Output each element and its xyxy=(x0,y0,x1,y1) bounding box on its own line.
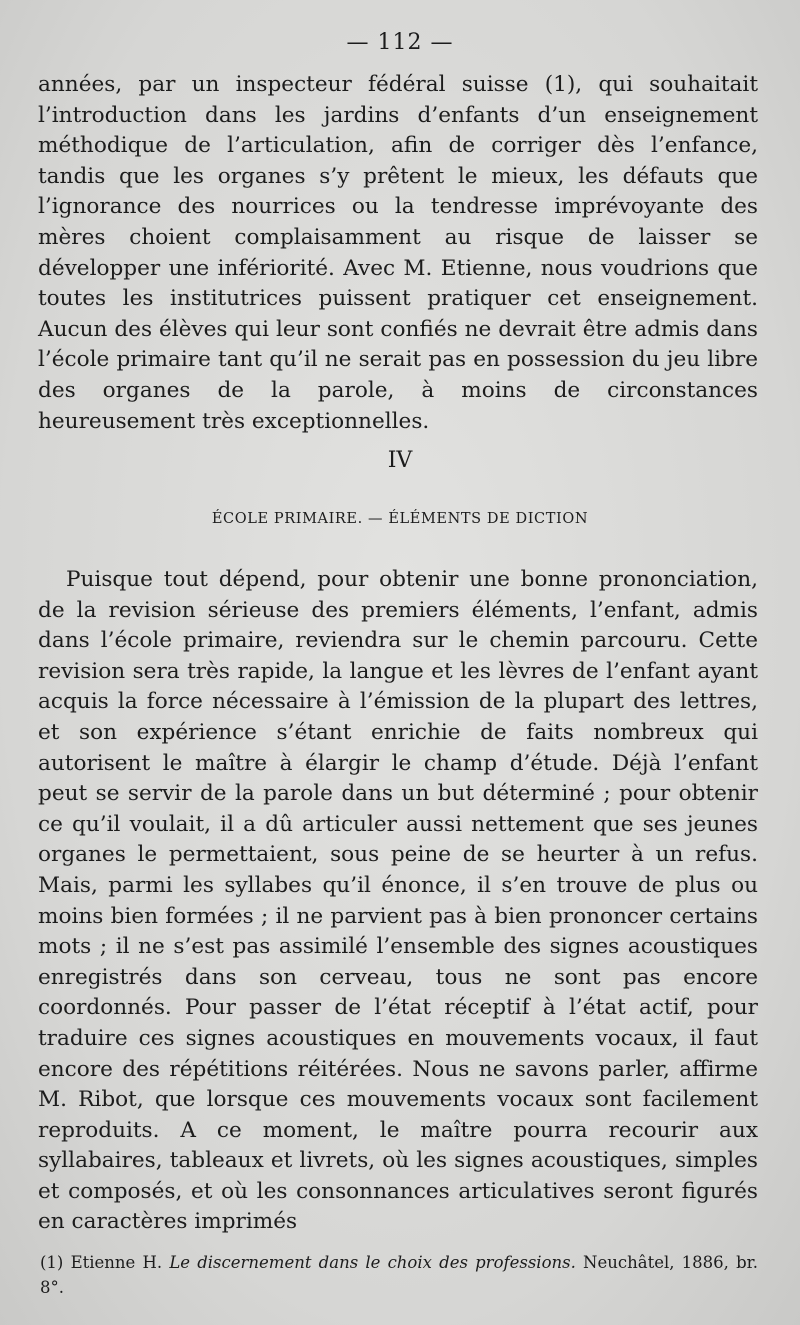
section-title: ÉCOLE PRIMAIRE. — ÉLÉMENTS DE DICTION xyxy=(211,511,589,527)
page-number: — 112 — xyxy=(346,30,454,55)
footnote-publication: Neuchâtel, 1886, br. 8°. xyxy=(40,1253,758,1297)
footnote-author: Etienne H. xyxy=(70,1253,163,1272)
paragraph-ecole-primaire: Puisque tout dépend, pour obtenir une bonne prononciation, de la revision sérieuse des premiers éléments, l’enfant, admis dans l’école primaire, reviendra sur le chemin parcouru. Cette revision sera très rapide, la langue et les lèvres de l’enfant ayant acquis la force nécessaire à l’émission de la plupart des lettres, et son expérience s’étant enrichie de faits nombreux qui autorisent le maître à élargir le champ d’étude. Déjà l’enfant peut se servir de la parole dans un but déterminé ; pour obtenir ce qu’il voulait, il a dû articuler aussi nettement que ses jeunes organes le permettaient, sous peine de se heurter à un refus. Mais, parmi les syllabes qu’il énonce, il s’en trouve de plus ou moins bien formées ; il ne parvient pas à bien prononcer certains mots ; il ne s’est pas assimilé l’ensemble des signes acoustiques enregistrés dans son cerveau, tous ne sont pas encore coordonnés. Pour passer de l’état réceptif à l’état actif, pour traduire ces signes acoustiques en mouvements vocaux, il faut encore des répétitions réitérées. Nous ne savons parler, affirme M. Ribot, que lorsque ces mouvements vocaux sont facilement reproduits. A ce moment, le maître pourra recourir aux syllabaires, tableaux et livrets, où les signes acoustiques, simples et composés, et où les consonnances articulatives seront figurés en caractères imprimés xyxy=(38,567,758,1235)
paragraph-continuation: années, par un inspecteur fédéral suisse (1), qui souhaitait l’introduction dans les jardins d’enfants d’un enseignement méthodique de l’articulation, afin de corriger dès l’enfance, tandis que les organes s’y prêtent le mieux, les défauts que l’ignorance des nourrices ou la tendresse imprévoyante des mères choient complaisamment au risque de laisser se développer une infériorité. Avec M. Etienne, nous voudrions que toutes les institutrices puissent pratiquer cet enseignement. Aucun des élèves qui leur sont confiés ne devrait être admis dans l’école primaire tant qu’il ne serait pas en possession du jeu libre des organes de la parole, à moins de circonstances heureusement très exceptionnelles. xyxy=(38,72,758,434)
footnote-title: Le discernement dans le choix des professions. xyxy=(169,1253,576,1272)
section-number: IV xyxy=(387,448,413,473)
footnote xyxy=(40,1250,758,1300)
footnote-marker: (1) xyxy=(40,1253,64,1272)
